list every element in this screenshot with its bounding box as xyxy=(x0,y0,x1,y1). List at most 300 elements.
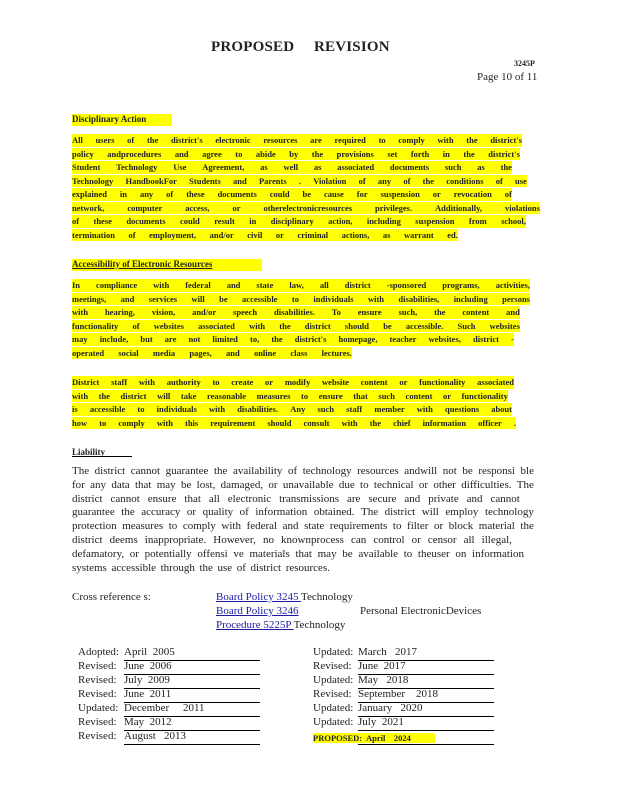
word: resources xyxy=(357,465,399,477)
liability-line xyxy=(72,506,534,519)
word: and xyxy=(233,175,247,186)
word: accuracy xyxy=(141,506,181,519)
history-right-date: April 2024 xyxy=(366,733,435,743)
word: technical xyxy=(373,478,414,491)
word: cannot xyxy=(490,492,520,505)
word: provisions xyxy=(336,148,374,159)
word: take xyxy=(180,390,197,401)
word: as xyxy=(382,229,391,240)
accessibility-line xyxy=(72,306,520,319)
word: could xyxy=(179,216,200,226)
word: meetings, xyxy=(72,293,107,304)
liability-heading: Liability xyxy=(72,447,106,457)
word: ensure xyxy=(357,307,382,317)
word: difficulties. xyxy=(461,478,512,491)
word: well xyxy=(283,162,299,172)
history-right-date: June 2017 xyxy=(358,660,406,672)
word: that xyxy=(184,492,201,505)
word: employment, xyxy=(149,229,197,240)
word: how xyxy=(72,417,88,428)
disciplinary-line xyxy=(72,175,527,188)
word: measures xyxy=(122,520,164,533)
word: as xyxy=(260,162,268,172)
liability-line xyxy=(72,520,534,533)
disciplinary-line xyxy=(72,229,458,242)
word: compliance xyxy=(96,280,138,290)
word: andprocedures xyxy=(107,148,162,159)
word: explained xyxy=(72,189,107,199)
word: requirements xyxy=(329,520,388,533)
word: . xyxy=(298,175,301,186)
word: or xyxy=(434,520,444,533)
title-proposed: PROPOSED xyxy=(211,39,295,55)
word: member xyxy=(374,404,405,414)
word: can xyxy=(351,534,367,546)
cross-ref-item-3 xyxy=(216,619,345,631)
word: functionality xyxy=(72,320,119,331)
history-right-date: January 2020 xyxy=(358,702,423,714)
word: cause xyxy=(323,189,344,199)
word: district's xyxy=(171,135,203,145)
word: quality xyxy=(202,506,234,519)
word: create xyxy=(231,377,254,387)
word: of xyxy=(166,189,174,199)
word: and xyxy=(466,492,483,505)
word: class xyxy=(290,347,308,358)
word: content xyxy=(360,377,388,387)
word: suspension xyxy=(415,216,455,226)
word: Such xyxy=(457,320,476,331)
word: any xyxy=(139,189,154,199)
cross-ref-text-3: Technology xyxy=(293,619,346,631)
word: employ xyxy=(445,506,479,519)
word: as xyxy=(477,162,485,172)
word: law, xyxy=(289,280,304,290)
word: theuser xyxy=(417,547,450,560)
word: should xyxy=(344,320,370,331)
word: cannot xyxy=(130,465,161,477)
word: documents xyxy=(126,216,166,226)
word: -sponsored xyxy=(386,280,427,290)
word: and/or xyxy=(209,229,234,240)
word: of xyxy=(72,216,80,226)
word: accessible xyxy=(242,293,278,304)
word: are xyxy=(164,334,177,344)
word: private xyxy=(428,492,459,505)
word: all xyxy=(463,534,475,546)
cross-ref-item-2 xyxy=(216,605,299,617)
word: are xyxy=(310,135,322,145)
cross-ref-text-2: Personal ElectronicDevices xyxy=(360,605,482,617)
word: disabilities, xyxy=(398,293,440,304)
word: accessible xyxy=(89,404,126,414)
history-left-date: December 2011 xyxy=(124,702,205,714)
word: control xyxy=(373,534,405,546)
word: to xyxy=(212,377,220,387)
word: action, xyxy=(328,216,353,226)
word: pages, xyxy=(189,347,212,358)
word: the xyxy=(463,148,475,159)
accessibility-line xyxy=(72,333,514,346)
word: Agreement, xyxy=(202,162,245,172)
word: . xyxy=(513,417,516,428)
word: The xyxy=(72,465,90,477)
word: comply xyxy=(118,417,145,428)
accessibility-line xyxy=(72,403,512,416)
word: electronic xyxy=(227,492,272,505)
word: due xyxy=(338,478,355,491)
word: policy xyxy=(72,148,94,159)
word: to xyxy=(291,293,299,304)
link-board-policy-3246[interactable]: Board Policy 3246 xyxy=(216,605,299,617)
word: damaged, xyxy=(220,478,264,491)
word: computer xyxy=(127,202,163,213)
word: the xyxy=(500,162,512,172)
word: content xyxy=(462,307,490,317)
word: of xyxy=(236,561,246,574)
word: termination xyxy=(72,229,115,240)
word: operated xyxy=(72,347,105,358)
word: be xyxy=(302,189,312,199)
word: warrant xyxy=(403,229,434,240)
word: federal xyxy=(246,520,278,533)
word: district xyxy=(473,334,499,344)
word: or xyxy=(411,534,421,546)
word: not xyxy=(442,465,457,477)
word: result xyxy=(214,216,235,226)
word: that xyxy=(353,390,368,401)
word: deems xyxy=(109,534,138,546)
word: consult xyxy=(303,417,330,428)
word: include, xyxy=(99,334,129,344)
word: and xyxy=(174,148,189,159)
word: and xyxy=(404,492,421,505)
word: ble xyxy=(520,465,534,477)
word: of xyxy=(128,229,136,240)
word: about xyxy=(491,404,512,414)
word: to xyxy=(301,390,309,401)
word: with xyxy=(367,293,385,304)
word: of xyxy=(287,465,298,477)
word: hearing, xyxy=(104,307,135,317)
word: this xyxy=(184,417,199,428)
history-left-label: Revised: xyxy=(78,716,117,728)
history-right-underline xyxy=(358,744,494,745)
word: to xyxy=(403,547,413,560)
word: websites xyxy=(489,320,520,331)
word: functionality xyxy=(419,377,466,387)
word: Additionally, xyxy=(435,202,483,213)
history-left-date: June 2006 xyxy=(124,660,172,672)
word: online xyxy=(253,347,277,358)
word: will xyxy=(157,390,171,401)
word: media xyxy=(152,347,176,358)
word: the xyxy=(98,390,110,401)
word: the xyxy=(520,520,534,533)
word: in xyxy=(249,216,257,226)
word: be xyxy=(342,547,353,560)
word: with xyxy=(138,377,155,387)
word: and xyxy=(506,307,520,317)
word: district xyxy=(72,534,103,546)
word: individuals xyxy=(313,293,354,304)
word: with xyxy=(153,280,170,290)
history-left-label: Revised: xyxy=(78,730,117,742)
word: the xyxy=(369,417,382,428)
word: potentially xyxy=(144,547,192,560)
history-left-date: June 2011 xyxy=(124,688,172,700)
word: could xyxy=(269,189,290,199)
word: may xyxy=(156,478,176,491)
word: to xyxy=(378,135,386,145)
history-right-label: Updated: xyxy=(313,716,354,728)
word: other xyxy=(433,478,456,491)
page-number: Page 10 of 11 xyxy=(477,71,538,83)
word: such xyxy=(378,390,395,401)
link-board-policy-3245[interactable]: Board Policy 3245 xyxy=(216,591,302,603)
link-procedure-5225p[interactable]: Procedure 5225P xyxy=(216,619,294,631)
word: measures xyxy=(256,390,291,401)
word: network, xyxy=(72,202,105,213)
word: comply xyxy=(398,135,425,145)
word: associated xyxy=(198,320,235,331)
word: technology xyxy=(302,465,352,477)
word: and xyxy=(282,520,299,533)
word: Violation xyxy=(313,175,347,186)
word: websites xyxy=(153,320,184,331)
accessibility-heading: Accessibility of Electronic Resources xyxy=(72,259,262,271)
word: disabilities. xyxy=(274,307,315,317)
word: but xyxy=(140,334,153,344)
word: systems xyxy=(72,561,107,574)
word: district xyxy=(250,561,282,574)
accessibility-line xyxy=(72,320,520,333)
accessibility-line xyxy=(72,347,352,360)
word: Technology xyxy=(72,175,114,186)
word: of xyxy=(239,506,249,519)
word: be xyxy=(383,320,392,331)
word: responsi xyxy=(478,465,515,477)
word: homepage, xyxy=(338,334,378,344)
word: users xyxy=(95,135,115,145)
word: including xyxy=(366,216,401,226)
word: information xyxy=(422,417,467,428)
word: such xyxy=(317,404,335,414)
cross-ref-text-1: Technology xyxy=(301,591,353,603)
disciplinary-heading: Disciplinary Action xyxy=(72,114,172,126)
word: the xyxy=(213,465,228,477)
history-left-underline xyxy=(124,744,260,745)
word: ve xyxy=(233,547,244,560)
word: to xyxy=(137,404,145,414)
disciplinary-line xyxy=(72,215,526,228)
word: modify xyxy=(284,377,311,387)
word: be xyxy=(219,293,228,304)
word: the xyxy=(271,334,283,344)
word: The xyxy=(516,478,534,491)
word: lectures. xyxy=(321,347,352,358)
word: staff xyxy=(346,404,363,414)
word: To xyxy=(331,307,341,317)
word: with xyxy=(72,390,89,401)
word: Students xyxy=(189,175,221,186)
word: content xyxy=(405,390,433,401)
cross-reference-label: Cross reference s: xyxy=(72,591,151,603)
word: these xyxy=(93,216,112,226)
word: use xyxy=(515,175,527,186)
history-left-date: April 2005 xyxy=(124,646,175,658)
word: access, xyxy=(185,202,210,213)
word: website xyxy=(322,377,349,387)
word: will xyxy=(191,293,205,304)
word: criminal xyxy=(297,229,329,240)
word: the xyxy=(422,175,434,186)
word: censor xyxy=(427,534,457,546)
word: of xyxy=(403,175,411,186)
word: federal xyxy=(185,280,211,290)
word: The xyxy=(361,506,379,519)
word: ed. xyxy=(447,229,458,240)
word: functionality xyxy=(461,390,508,401)
liability-underline xyxy=(72,456,132,457)
word: state xyxy=(304,520,325,533)
disciplinary-line xyxy=(72,134,522,147)
history-right-underline xyxy=(358,730,494,731)
word: obtained. xyxy=(313,506,355,519)
word: revocation xyxy=(453,189,492,199)
word: to xyxy=(235,148,243,159)
disciplinary-line xyxy=(72,161,512,174)
word: associated xyxy=(477,377,514,387)
word: or xyxy=(268,478,278,491)
word: are xyxy=(346,492,361,505)
word: authority xyxy=(166,377,201,387)
word: district's xyxy=(488,148,520,159)
word: HandbookFor xyxy=(125,175,177,186)
word: that xyxy=(295,547,312,560)
liability-line xyxy=(72,548,524,561)
word: of xyxy=(127,135,135,145)
word: through xyxy=(160,561,195,574)
word: of xyxy=(504,189,512,199)
word: with xyxy=(249,320,266,331)
word: with xyxy=(156,417,173,428)
liability-line xyxy=(72,465,534,478)
word: on xyxy=(455,547,467,560)
liability-line xyxy=(72,534,512,547)
word: and xyxy=(226,280,241,290)
word: requirement xyxy=(210,417,256,428)
disciplinary-line xyxy=(72,188,512,201)
word: or xyxy=(265,377,274,387)
word: District xyxy=(72,377,100,387)
word: not xyxy=(188,334,201,344)
word: resources xyxy=(263,135,298,145)
word: all xyxy=(208,492,220,505)
word: disciplinary xyxy=(270,216,314,226)
word: forth xyxy=(410,148,430,159)
word: or xyxy=(232,202,241,213)
word: resources. xyxy=(285,561,330,574)
word: persons xyxy=(502,293,530,304)
history-left-label: Revised: xyxy=(78,674,117,686)
history-right-date: March 2017 xyxy=(358,646,417,658)
word: be xyxy=(180,478,192,491)
word: civil xyxy=(247,229,263,240)
word: conditions xyxy=(446,175,484,186)
word: materials xyxy=(249,547,290,560)
word: state xyxy=(256,280,274,290)
history-left-label: Adopted: xyxy=(78,646,119,658)
word: as xyxy=(313,162,322,172)
word: to xyxy=(168,520,178,533)
word: for xyxy=(72,478,85,491)
word: chief xyxy=(393,417,411,428)
word: offensi xyxy=(197,547,228,560)
word: the xyxy=(121,506,135,519)
history-right-label: Updated: xyxy=(313,674,354,686)
word: to, xyxy=(250,334,260,344)
word: no xyxy=(262,534,274,546)
word: the xyxy=(199,561,213,574)
accessibility-line xyxy=(72,293,530,306)
word: such, xyxy=(398,307,418,317)
word: of xyxy=(495,175,503,186)
word: will xyxy=(421,506,439,519)
word: available xyxy=(358,547,399,560)
word: accessible xyxy=(111,561,157,574)
word: may xyxy=(72,334,88,344)
word: data xyxy=(111,478,130,491)
word: of xyxy=(132,320,140,331)
word: information xyxy=(472,547,524,560)
word: vision, xyxy=(151,307,176,317)
history-left-label: Revised: xyxy=(78,660,117,672)
history-right-label: Revised: xyxy=(313,660,352,672)
word: from xyxy=(468,216,487,226)
word: or xyxy=(275,229,284,240)
word: - xyxy=(511,334,514,344)
accessibility-line xyxy=(72,279,530,292)
word: abide xyxy=(255,148,276,159)
word: unavailable xyxy=(282,478,334,491)
accessibility-line xyxy=(72,417,516,430)
word: the xyxy=(146,135,159,145)
word: in xyxy=(119,189,127,199)
word: guarantee xyxy=(72,506,115,519)
word: any xyxy=(90,478,107,491)
word: privileges. xyxy=(375,202,413,213)
word: teacher xyxy=(389,334,417,344)
word: speech xyxy=(233,307,258,317)
history-left-label: Revised: xyxy=(78,688,117,700)
word: cannot xyxy=(110,492,140,505)
word: be xyxy=(462,465,473,477)
word: including xyxy=(453,293,488,304)
word: district xyxy=(120,390,147,401)
word: illegal, xyxy=(481,534,512,546)
word: with xyxy=(208,404,226,414)
history-left-date: July 2009 xyxy=(124,674,170,686)
word: otherelectronicresources xyxy=(263,202,353,213)
history-right-date: May 2018 xyxy=(358,674,409,686)
word: staff xyxy=(111,377,128,387)
word: or xyxy=(432,189,441,199)
accessibility-line xyxy=(72,376,514,389)
policy-code: 3245P xyxy=(514,59,535,68)
word: should xyxy=(267,417,292,428)
history-left-date: August 2013 xyxy=(124,730,187,742)
